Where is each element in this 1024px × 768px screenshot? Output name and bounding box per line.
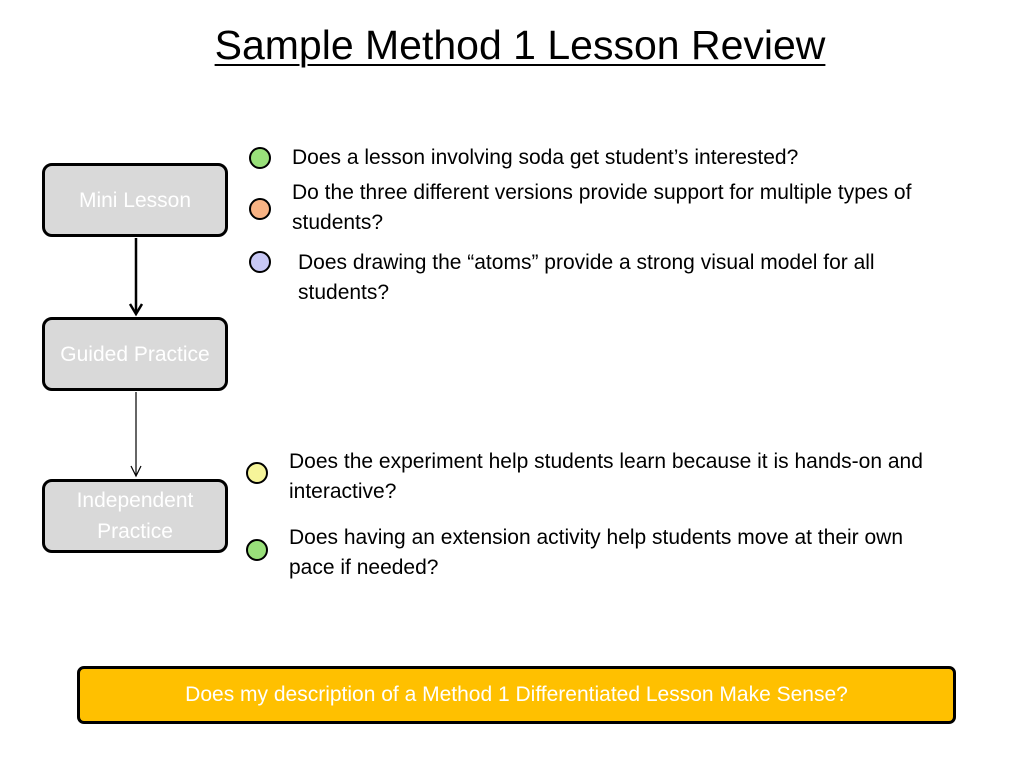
question-bullet-yellow-icon [246, 462, 268, 484]
question-bullet-lavender-icon [249, 251, 271, 273]
question-three-versions: Do the three different versions provide support for multiple types of students? [292, 181, 912, 234]
page-title: Sample Method 1 Lesson Review [214, 22, 826, 68]
question-bullet-green-icon [246, 539, 268, 561]
step-box-mini-lesson [42, 163, 228, 237]
arrow-guided-to-independent [131, 392, 141, 476]
summary-banner-text: Does my description of a Method 1 Differentiated Lesson Make Sense? [185, 683, 848, 706]
step-box-guided-practice [42, 317, 228, 391]
question-bullet-green-icon [249, 147, 271, 169]
step-label-independent-practice: Independent Practice [76, 489, 194, 543]
arrow-mini-to-guided [130, 238, 142, 314]
step-label-guided-practice: Guided Practice [60, 342, 210, 366]
step-box-independent-practice [42, 479, 228, 553]
question-drawing-atoms: Does drawing the “atoms” provide a strong visual model for all students? [298, 251, 875, 304]
question-soda-interest: Does a lesson involving soda get student’s interested? [292, 146, 799, 169]
summary-banner [77, 666, 956, 724]
step-label-mini-lesson: Mini Lesson [78, 188, 192, 212]
question-experiment-hands-on: Does the experiment help students learn because it is hands-on and interactive? [289, 450, 923, 503]
question-bullet-orange-icon [249, 198, 271, 220]
question-extension-activity: Does having an extension activity help students move at their own pace if needed? [289, 526, 904, 579]
